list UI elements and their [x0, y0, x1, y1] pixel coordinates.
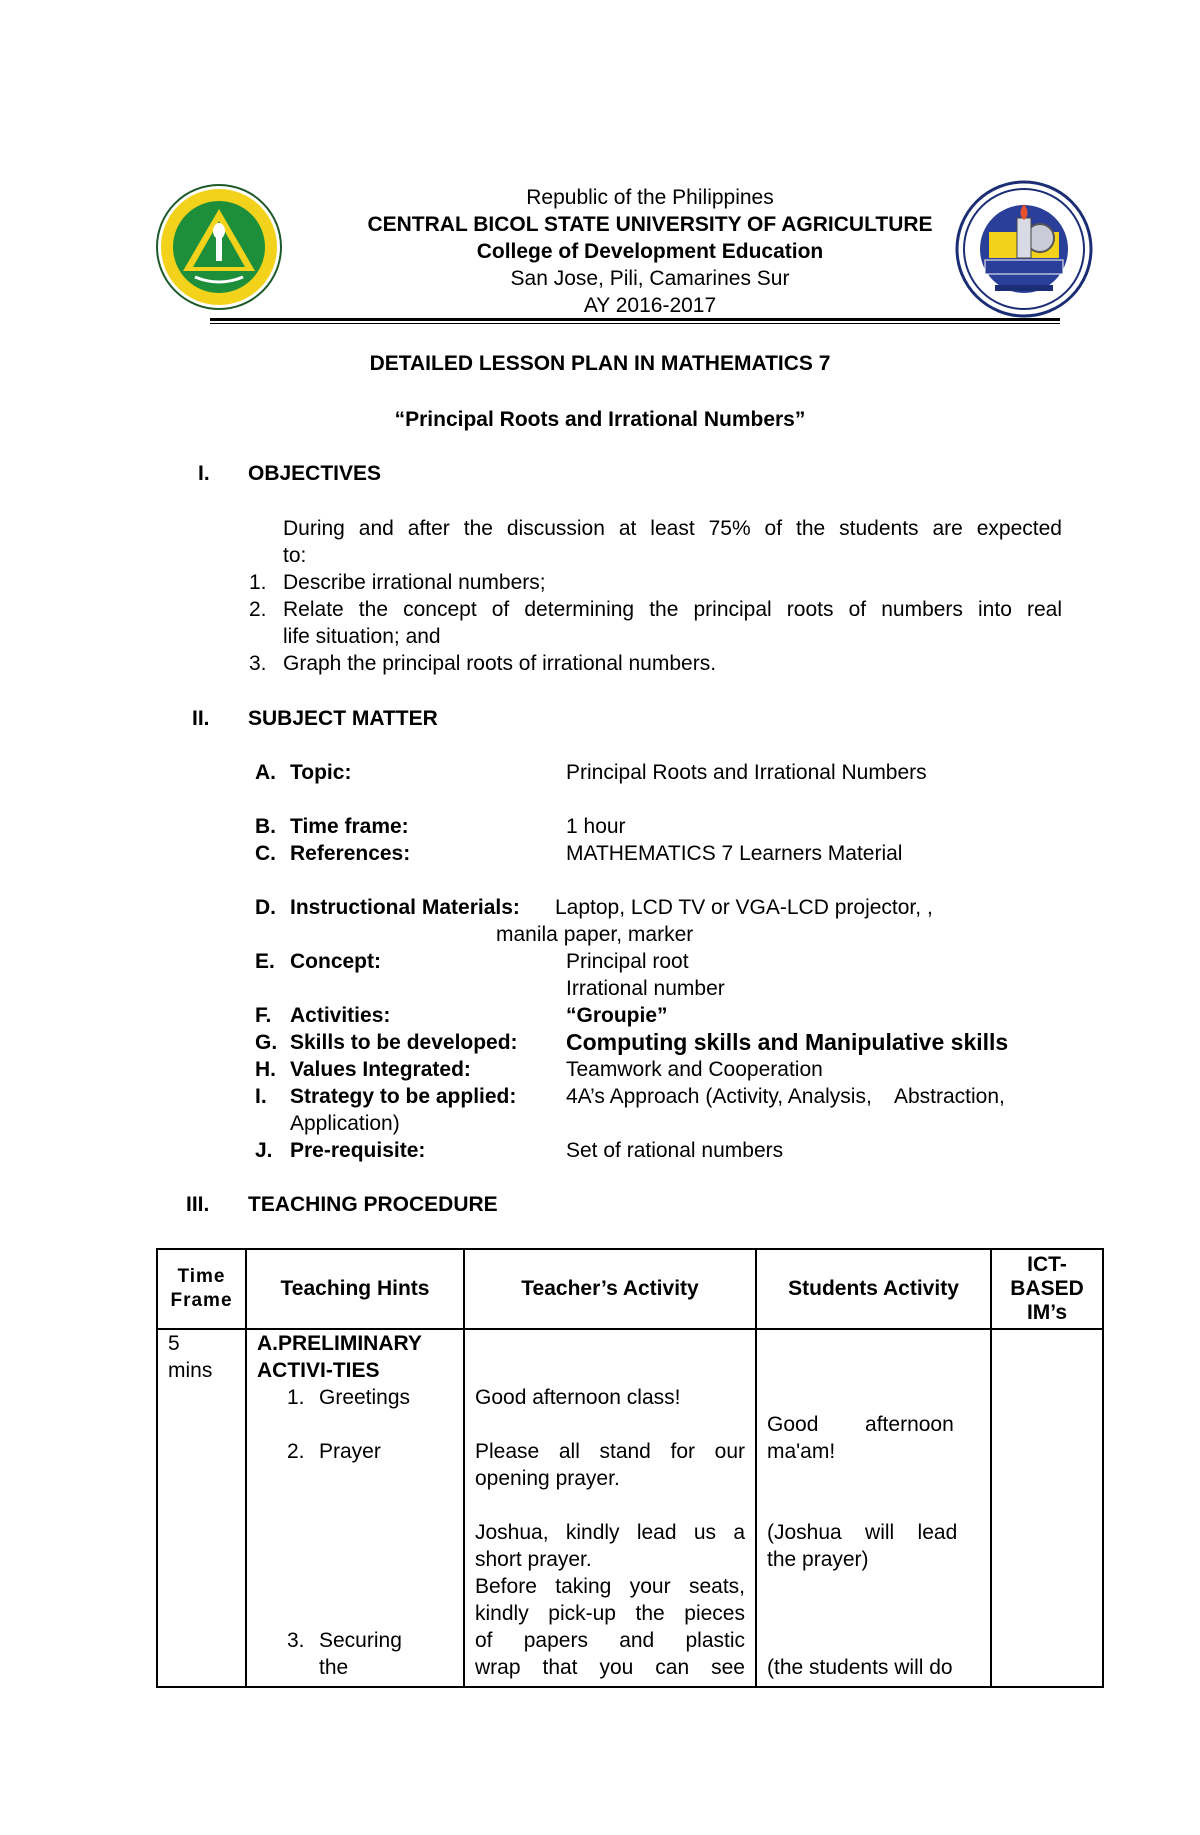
- student-line: ma'am!: [767, 1440, 836, 1463]
- ict-based-ims-cell: [991, 1329, 1103, 1687]
- references-label: References:: [290, 842, 411, 865]
- teachers-activity-cell: [464, 1329, 756, 1687]
- time-value: 5: [168, 1332, 180, 1355]
- topic-label: Topic:: [290, 761, 352, 784]
- teaching-hints-cell: [246, 1329, 464, 1687]
- time-frame-cell: [157, 1329, 246, 1687]
- hint-item: Greetings: [319, 1386, 411, 1409]
- topic-value: Principal Roots and Irrational Numbers: [566, 761, 927, 784]
- item-letter: G.: [255, 1031, 278, 1054]
- republic-line: Republic of the Philippines: [526, 186, 774, 209]
- item-letter: D.: [255, 896, 276, 919]
- materials-value: Laptop, LCD TV or VGA-LCD projector, ,: [555, 896, 933, 919]
- teacher-line: kindly pick-up the pieces: [475, 1602, 745, 1625]
- student-line: Good afternoon: [767, 1413, 954, 1436]
- teacher-line: Please all stand for our: [475, 1440, 745, 1463]
- hint-number: 3.: [287, 1629, 305, 1652]
- objective-text-cont: life situation; and: [283, 625, 441, 648]
- teacher-line: Good afternoon class!: [475, 1386, 681, 1409]
- teacher-line: of papers and plastic: [475, 1629, 745, 1652]
- hint-item-cont: the: [319, 1656, 349, 1679]
- item-letter: H.: [255, 1058, 276, 1081]
- student-line: (Joshua will lead: [767, 1521, 958, 1544]
- hint-heading: A.PRELIMINARY: [257, 1332, 422, 1355]
- hint-item: Prayer: [319, 1440, 381, 1463]
- academic-year: AY 2016-2017: [583, 294, 717, 317]
- lesson-subtitle: “Principal Roots and Irrational Numbers”: [394, 408, 806, 431]
- college-name: College of Development Education: [476, 240, 824, 263]
- teacher-line: opening prayer.: [475, 1467, 620, 1490]
- materials-label: Instructional Materials:: [290, 896, 520, 919]
- section-number: I.: [198, 462, 210, 485]
- hint-number: 1.: [287, 1386, 305, 1409]
- values-value: Teamwork and Cooperation: [566, 1058, 823, 1081]
- activities-label: Activities:: [290, 1004, 391, 1027]
- teacher-line: short prayer.: [475, 1548, 592, 1571]
- page-title: DETAILED LESSON PLAN IN MATHEMATICS 7: [369, 352, 831, 375]
- section-heading: TEACHING PROCEDURE: [248, 1193, 498, 1216]
- teaching-procedure-table: [156, 1248, 1104, 1688]
- header-text: Frame: [170, 1290, 233, 1311]
- teacher-line: Joshua, kindly lead us a: [475, 1521, 745, 1544]
- cbsua-seal-icon: [155, 183, 283, 311]
- item-letter: C.: [255, 842, 276, 865]
- table-header-time-frame: [157, 1249, 246, 1329]
- hint-number: 2.: [287, 1440, 305, 1463]
- prerequisite-label: Pre-requisite:: [290, 1139, 426, 1162]
- strategy-value-cont: Application): [290, 1112, 400, 1135]
- objective-text: Describe irrational numbers;: [283, 571, 546, 594]
- concept-value-cont: Irrational number: [566, 977, 725, 1000]
- materials-value-cont: manila paper, marker: [496, 923, 694, 946]
- activities-value: “Groupie”: [566, 1004, 668, 1027]
- table-row: [157, 1329, 1103, 1687]
- objective-text: Graph the principal roots of irrational numbers.: [283, 652, 717, 675]
- item-letter: A.: [255, 761, 276, 784]
- prerequisite-value: Set of rational numbers: [566, 1139, 784, 1162]
- objective-number: 1.: [249, 571, 267, 594]
- item-letter: B.: [255, 815, 276, 838]
- institution-header: [300, 184, 1000, 319]
- skills-label: Skills to be developed:: [290, 1031, 518, 1054]
- teacher-line: Before taking your seats,: [475, 1575, 745, 1598]
- objectives-intro: During and after the discussion at least 75% of the students are expected: [283, 517, 1062, 540]
- section-heading: SUBJECT MATTER: [248, 707, 438, 730]
- time-frame-label: Time frame:: [290, 815, 409, 838]
- table-header-teaching-hints: Teaching Hints: [246, 1249, 464, 1329]
- header-text: Time: [177, 1266, 226, 1287]
- university-name: CENTRAL BICOL STATE UNIVERSITY OF AGRICULTURE: [367, 213, 933, 236]
- values-label: Values Integrated:: [290, 1058, 471, 1081]
- hint-heading-cont: ACTIVI-TIES: [257, 1359, 380, 1382]
- strategy-value: 4A’s Approach (Activity, Analysis, Abstraction,: [566, 1085, 1005, 1108]
- address-line: San Jose, Pili, Camarines Sur: [510, 267, 790, 290]
- item-letter: E.: [255, 950, 275, 973]
- hint-item: Securing: [319, 1629, 402, 1652]
- item-letter: I.: [255, 1085, 267, 1108]
- header-text: BASED: [1010, 1277, 1084, 1300]
- header-text: IM’s: [1026, 1301, 1068, 1324]
- header-text: ICT-: [1027, 1253, 1067, 1276]
- item-letter: F.: [255, 1004, 272, 1027]
- header-rule: [210, 318, 1060, 321]
- strategy-label: Strategy to be applied:: [290, 1085, 517, 1108]
- objective-number: 2.: [249, 598, 267, 621]
- objectives-intro-cont: to:: [283, 544, 307, 567]
- time-frame-value: 1 hour: [566, 815, 626, 838]
- students-activity-cell: [756, 1329, 991, 1687]
- header-rule-thin: [210, 323, 1060, 324]
- section-heading: OBJECTIVES: [248, 462, 382, 485]
- table-header-teachers-activity: Teacher’s Activity: [464, 1249, 756, 1329]
- skills-value: Computing skills and Manipulative skills: [566, 1029, 1009, 1055]
- student-line: the prayer): [767, 1548, 869, 1571]
- teacher-line: wrap that you can see: [475, 1656, 745, 1679]
- time-unit: mins: [168, 1359, 213, 1382]
- table-header-students-activity: Students Activity: [756, 1249, 991, 1329]
- section-number: III.: [186, 1193, 210, 1216]
- objective-number: 3.: [249, 652, 267, 675]
- concept-label: Concept:: [290, 950, 381, 973]
- references-value: MATHEMATICS 7 Learners Material: [566, 842, 903, 865]
- table-header-ict-based-ims: [991, 1249, 1103, 1329]
- concept-value: Principal root: [566, 950, 689, 973]
- student-line: (the students will do: [767, 1656, 953, 1679]
- objective-text: Relate the concept of determining the principal roots of numbers into real: [283, 598, 1062, 621]
- section-number: II.: [192, 707, 210, 730]
- item-letter: J.: [255, 1139, 273, 1162]
